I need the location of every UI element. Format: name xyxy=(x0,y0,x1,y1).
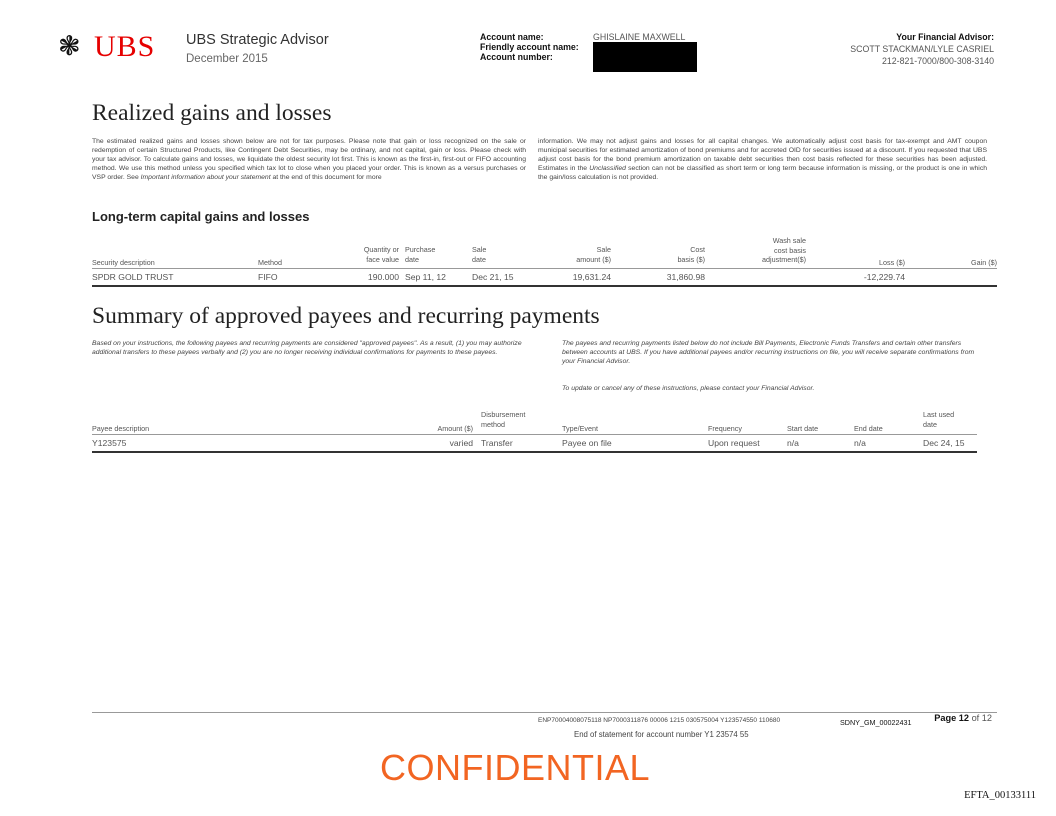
cell-purchase-date: Sep 11, 12 xyxy=(405,272,446,282)
col-purchase-date: Purchase date xyxy=(405,245,436,264)
friendly-name-label: Friendly account name: xyxy=(480,42,579,52)
col-gain: Gain ($) xyxy=(971,258,997,267)
page-indicator: Page 12 of 12 xyxy=(934,713,992,723)
footer-rule xyxy=(92,712,997,713)
statement-codes: ENP70004008075118 NP7000311876 00006 1215 030575004 Y123574550 110680 xyxy=(538,717,781,724)
logo-wordmark: UBS xyxy=(94,30,156,63)
end-of-statement: End of statement for account number Y1 23574 55 xyxy=(574,730,749,739)
realized-intro-left: The estimated realized gains and losses shown below are not for tax purposes. Please note that gain or loss recognized on the sale or redemption of certain Structured Products, like Contingent Debt Securities, may be ordinary, and not capital, gain or loss. Please check with your tax advisor. To calculate gains and losses, we liquidate the oldest security lot first. This is known as the first-in, first-out or FIFO accounting method. We use this method unless you specified which tax lot to close when you placed your order. This is known as a versus purchases or VSP order. See Important information about your statement at the end of this document for more xyxy=(92,138,526,181)
payees-intro-left: Based on your instructions, the following payees and recurring payments are considered "approved payees". As a result, (1) you may authorize additional transfers to these payees verbally and (2) you are no longer receiving individual confirmations for payments to these payees. xyxy=(92,340,522,356)
cell-cost-basis: 31,860.98 xyxy=(666,272,705,282)
cell-disbursement-method: Transfer xyxy=(481,438,513,448)
col-last-used-date: Last used date xyxy=(923,410,955,429)
col-disbursement-method: Disbursement method xyxy=(481,410,526,429)
col-type-event: Type/Event xyxy=(562,424,598,433)
three-keys-icon: ❃ xyxy=(58,31,81,62)
cell-sale-date: Dec 21, 15 xyxy=(472,272,514,282)
col-frequency: Frequency xyxy=(708,424,742,433)
payees-intro-right: The payees and recurring payments listed below do not include Bill Payments, Electronic Funds Transfers and certain other transfers between accounts at UBS. If you have additional payees and/or recurring instructions on file, you will receive separate confirmations from your Financial Advisor. xyxy=(562,340,975,365)
payees-update-note: To update or cancel any of these instructions, please contact your Financial Advisor. xyxy=(562,385,815,392)
advisor-phone: 212-821-7000/800-308-3140 xyxy=(881,56,994,66)
col-method: Method xyxy=(258,258,282,267)
col-loss: Loss ($) xyxy=(879,258,905,267)
report-title: UBS Strategic Advisor xyxy=(186,32,329,48)
cell-loss: -12,229.74 xyxy=(863,272,905,282)
cell-frequency: Upon request xyxy=(708,438,760,448)
cell-sale-amount: 19,631.24 xyxy=(572,272,611,282)
redaction-box xyxy=(593,42,697,72)
cell-method: FIFO xyxy=(258,272,278,282)
cell-security: SPDR GOLD TRUST xyxy=(92,272,174,282)
col-wash-sale: Wash sale cost basis adjustment($) xyxy=(762,236,806,264)
col-security-description: Security description xyxy=(92,258,155,267)
ubs-logo xyxy=(58,30,158,64)
col-end-date: End date xyxy=(854,424,883,433)
cell-quantity: 190.000 xyxy=(367,272,399,282)
payees-title: Summary of approved payees and recurring payments xyxy=(92,303,600,329)
advisor-name: SCOTT STACKMAN/LYLE CASRIEL xyxy=(850,44,994,54)
bates-number: SDNY_GM_00022431 xyxy=(840,718,912,727)
col-sale-date: Sale date xyxy=(472,245,487,264)
col-quantity: Quantity or face value xyxy=(363,245,399,264)
payees-bottom-rule xyxy=(92,451,977,453)
col-start-date: Start date xyxy=(787,424,819,433)
cell-payee: Y123575 xyxy=(92,438,127,448)
report-date: December 2015 xyxy=(186,53,268,65)
realized-intro-right: information. We may not adjust gains and losses for all capital changes. We automatically adjust cost basis for tax-exempt and AMT coupon municipal securities for estimated amortization of bond premiums and for accreted OID for securities issued at a discount. If you requested that UBS adjust cost basis for the bond premium amortization on taxable debt securities then cost basis reflected for these securities has been adjusted. Estimates in the Unclassified section can not be classified as short term or long term because information is missing, or the product is one in which the gain/loss calculation is not provided. xyxy=(538,138,987,181)
confidential-stamp: CONFIDENTIAL xyxy=(380,747,651,788)
cell-last-used: Dec 24, 15 xyxy=(923,438,965,448)
account-name-value: GHISLAINE MAXWELL xyxy=(593,32,686,42)
col-amount: Amount ($) xyxy=(437,424,473,433)
account-number-label: Account number: xyxy=(480,52,553,62)
efta-number: EFTA_00133111 xyxy=(964,790,1036,801)
cell-end-date: n/a xyxy=(854,438,866,448)
long-term-subtitle: Long-term capital gains and losses xyxy=(92,209,310,224)
col-payee-description: Payee description xyxy=(92,424,150,433)
financial-advisor xyxy=(850,32,994,67)
payees-header-rule xyxy=(92,434,977,435)
account-name-label: Account name: xyxy=(480,32,544,42)
table-bottom-rule xyxy=(92,285,997,287)
cell-start-date: n/a xyxy=(787,438,799,448)
cell-amount: varied xyxy=(449,438,473,448)
header-rule xyxy=(92,268,997,269)
realized-gains-title: Realized gains and losses xyxy=(92,100,332,126)
cell-type-event: Payee on file xyxy=(562,438,612,448)
advisor-label: Your Financial Advisor: xyxy=(896,32,994,42)
col-cost-basis: Cost basis ($) xyxy=(677,245,705,264)
report-brand xyxy=(186,32,329,67)
col-sale-amount: Sale amount ($) xyxy=(576,245,611,264)
